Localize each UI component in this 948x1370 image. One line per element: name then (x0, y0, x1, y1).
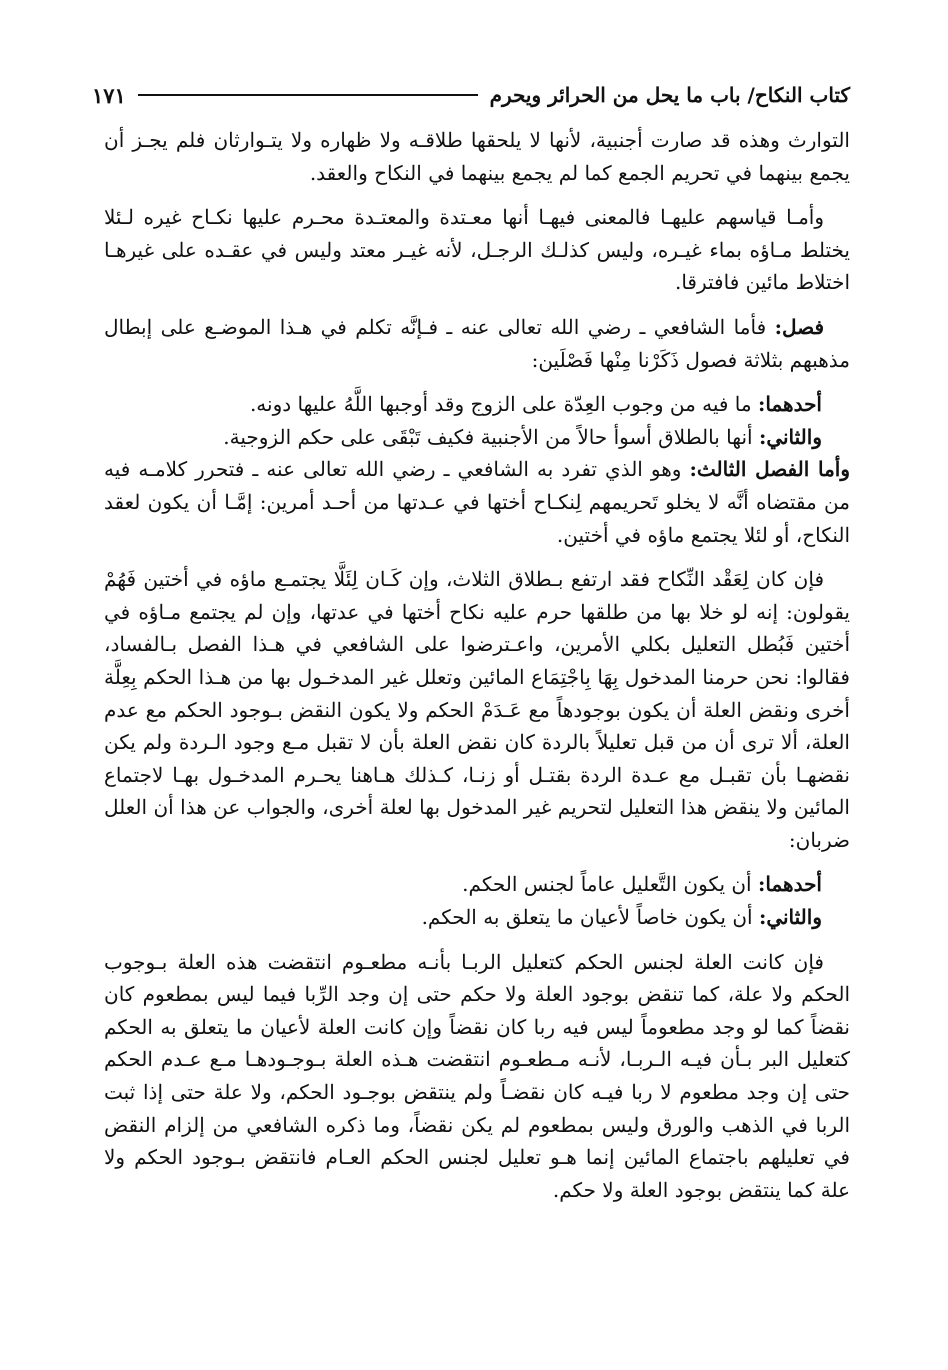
second-type (104, 901, 850, 934)
first-type (104, 868, 850, 901)
page-body (104, 124, 850, 1206)
first-point-text: ما فيه من وجوب العِدّة على الزوج وقد أوجبها اللَّهُ عليها دونه. (249, 392, 752, 417)
paragraph-fasl (104, 311, 850, 376)
fasl-text: فأما الشافعي ـ رضي الله تعالى عنه ـ فـإنَّه تكلم في هـذا الموضـع على إبطال مذهبهم بثلاثة فصول ذَكَرْنا مِنْها فَصْلَين: (104, 314, 850, 372)
paragraph-10: فإن كانت العلة لجنس الحكم كتعليل الربـا بأنـه مطعـوم انتقضت هذه العلة بـوجوب الحكم ولا علة، كما تنقض بوجود العلة ولا حكم حتى إن وجد الرِّبا فيما ليس بمطعوم كان نقضاً كما لو وجد مطعوماً ليس فيه ربا كان نقضاً وإن كانت العلة لأعيان ما يتعلق به الحكم كتعليل البر بـأن فيـه الـربـا، لأنـه مـطعـوم انتقضت هـذه العلة بـوجـودهـا مـع عـدم الحكم حتى إن وجد مطعوم لا ربا فيـه كان نقضـاً ولم ينتقض بوجـود الحكم، ولا علة حتى إذا ثبت الربا في الذهب والورق وليس بمطعوم لم يكن نقضاً، وما ذكره الشافعي من إلزام النقض في تعليلهم باجتماع المائين إنما هـو تعليل لجنس الحكم العـام فانتقض بـوجود الحكم ولا علة كما ينتقض بوجود العلة ولا حكم. (104, 949, 850, 1202)
first-type-label: أحدهما: (757, 872, 822, 897)
chapter-title: كتاب النكاح/ باب ما يحل من الحرائر ويحرم (489, 83, 850, 107)
first-point-label: أحدهما: (757, 392, 822, 417)
first-type-text: أن يكون التَّعليل عاماً لجنس الحكم. (462, 872, 752, 897)
second-point-text: أنها بالطلاق أسوأ حالاً من الأجنبية فكيف تَبْقَى على حكم الزوجية. (223, 424, 753, 449)
running-header (92, 80, 850, 110)
paragraph-1: التوارث وهذه قد صارت أجنبية، لأنها لا يلحقها طلاقـه ولا ظهاره ولا يتـوارثان فلم يجـز أن يجمع بينهما في تحريم الجمع كما لم يجمع بينهما في النكاح والعقد. (104, 128, 850, 185)
header-rule (138, 94, 478, 96)
second-type-text: أن يكون خاصاً لأعيان ما يتعلق به الحكم. (421, 905, 753, 930)
first-point (104, 388, 850, 421)
fasl-heading: فصل: (774, 314, 825, 339)
third-section (104, 453, 850, 551)
third-section-label: وأما الفصل الثالث: (689, 457, 851, 482)
paragraph-2: وأمـا قياسهم عليهـا فالمعنى فيهـا أنها معـتدة والمعتـدة محـرم عليها نكـاح غيره لـئلا يختلط مـاؤه بماء غيـره، وليس كذلـك الرجـل، لأنه غيـر معتد وليس في عقـده على غيرهـا اختلاط مائين فافترقا. (104, 205, 850, 295)
second-point (104, 421, 850, 454)
second-point-label: والثاني: (758, 424, 822, 449)
page-number: ١٧١ (92, 82, 126, 108)
paragraph-7: فإن كان لِعَقْد النِّكاح فقد ارتفع بـطلاق الثلاث، وإن كَـان لِئَلَّا يجتمـع ماؤه في أختين فَهُمْ يقولون: إنه لو خلا بها من طلقها حرم عليه نكاح أختها في عدتها، وإن لم يجتمع مـاؤه في أختين فَبُطل التعليل بكلي الأمرين، واعـترضوا على الشافعي في هـذا الفصل بـالفساد، فقالوا: نحن حرمنا المدخول بِهَا بِاجْتِمَاع المائين وتعلل غير المدخـول بها من هـذا الحكم بِعِلَّة أخرى ونقض العلة أن يكون بوجودهاً مع عَـدَمْ الحكم ولا يكون النقض بـوجود الحكم مع عدم العلة، ألا ترى أن من قبل تعليلاً بالردة كان نقض العلة بأن لا تقبل مـع وجود الـردة ولم يكن نقضهـا بأن تقبـل مع عـدة الردة بقتـل أو زنـا، كـذلك هـاهنا يحـرم المدخـول بهـا لاجتماع المائين ولا ينقض هذا التعليل لتحريم غير المدخول بها لعلة أخرى، والجواب عن هذا أن العلل ضربان: (104, 567, 850, 852)
second-type-label: والثاني: (758, 905, 822, 930)
third-section-text: وهو الذي تفرد به الشافعي ـ رضي الله تعالى عنه ـ فتحرر كلامـه فيه من مقتضاه أنَّه لا يخلو تَحريمهم لِنكـاح أختها في عـدتها من أحـد أمرين: إمَّـا أن يكون لعقد النكاح، أو لئلا يجتمع ماؤه في أختين. (104, 457, 850, 547)
